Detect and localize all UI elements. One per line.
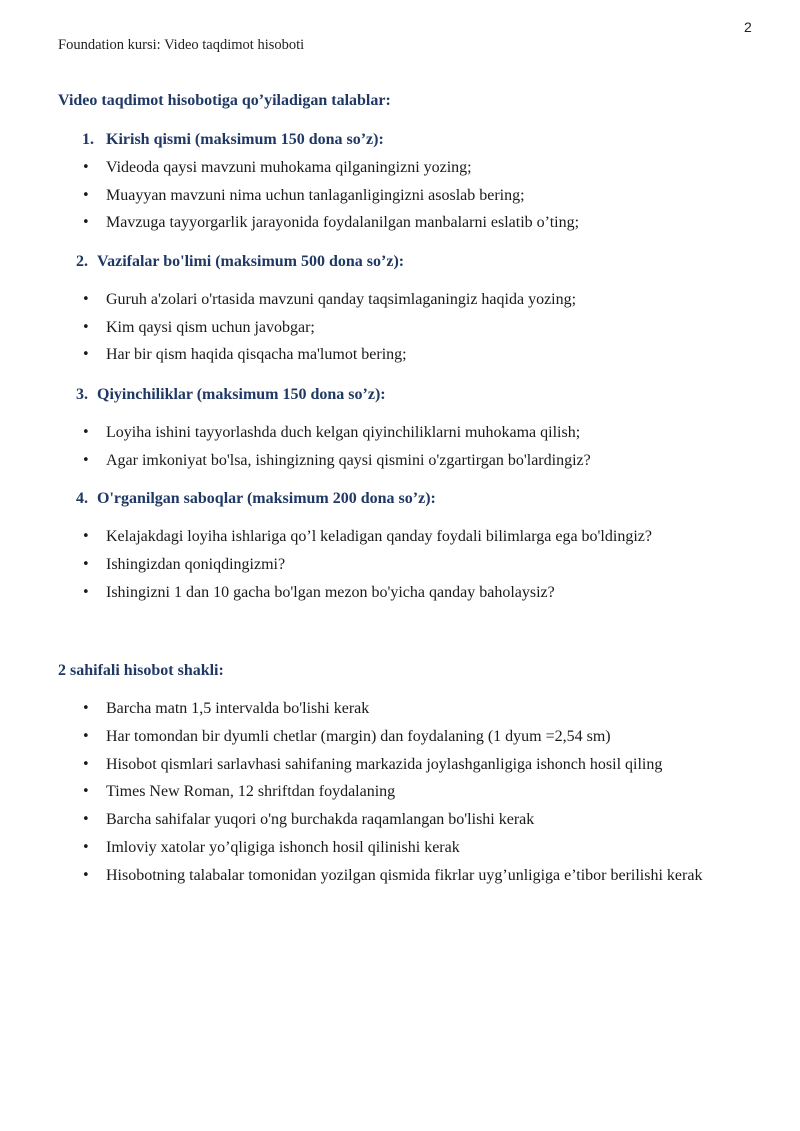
- section-heading-1: [82, 131, 384, 149]
- section-title: Kirish qismi (maksimum 150 dona so’z):: [106, 131, 384, 148]
- bullet-icon: •: [82, 729, 90, 744]
- list-item: • Mavzuga tayyorgarlik jarayonida foydalanilgan manbalarni eslatib o’ting;: [82, 214, 580, 231]
- list-item: • Guruh a'zolari o'rtasida mavzuni qanday taqsimlaganingiz haqida yozing;: [82, 291, 577, 308]
- section-number: 3.: [76, 386, 88, 403]
- bullet-icon: •: [82, 812, 90, 827]
- list-item: • Times New Roman, 12 shriftdan foydalaning: [82, 783, 396, 800]
- running-header: Foundation kursi: Video taqdimot hisoboti: [58, 37, 305, 53]
- bullet-icon: •: [82, 453, 90, 468]
- bullet-icon: •: [82, 557, 90, 572]
- bullet-icon: •: [82, 215, 90, 230]
- bullet-icon: •: [82, 160, 90, 175]
- section-heading-4: [76, 490, 436, 508]
- section-title: Vazifalar bo'limi (maksimum 500 dona so’z):: [97, 253, 405, 270]
- list-item: • Hisobotning talabalar tomonidan yozilgan qismida fikrlar uyg’unligiga e’tibor berilishi kerak: [82, 867, 703, 884]
- bullet-icon: •: [82, 840, 90, 855]
- bullet-icon: •: [82, 347, 90, 362]
- section-number: 2.: [76, 253, 88, 270]
- section-number: 4.: [76, 490, 88, 507]
- list-item: • Agar imkoniyat bo'lsa, ishingizning qaysi qismini o'zgartirgan bo'lardingiz?: [82, 452, 591, 469]
- bullet-icon: •: [82, 425, 90, 440]
- page-number: 2: [744, 19, 752, 35]
- bullet-icon: •: [82, 701, 90, 716]
- bullet-icon: •: [82, 320, 90, 335]
- list-item: • Har tomondan bir dyumli chetlar (margin) dan foydalaning (1 dyum =2,54 sm): [82, 728, 611, 745]
- main-title: Video taqdimot hisobotiga qo’yiladigan talablar:: [58, 92, 391, 109]
- section-title: O'rganilgan saboqlar (maksimum 200 dona so’z):: [97, 490, 436, 507]
- bullet-icon: •: [82, 292, 90, 307]
- bullet-icon: •: [82, 529, 90, 544]
- list-item: • Kim qaysi qism uchun javobgar;: [82, 319, 315, 336]
- list-item: • Ishingizni 1 dan 10 gacha bo'lgan mezon bo'yicha qanday baholaysiz?: [82, 584, 555, 601]
- bullet-icon: •: [82, 188, 90, 203]
- bullet-icon: •: [82, 868, 90, 883]
- list-item: • Barcha sahifalar yuqori o'ng burchakda raqamlangan bo'lishi kerak: [82, 811, 535, 828]
- list-item: • Hisobot qismlari sarlavhasi sahifaning markazida joylashganligiga ishonch hosil qiling: [82, 756, 663, 773]
- section-number: 1.: [82, 131, 94, 148]
- list-item: • Ishingizdan qoniqdingizmi?: [82, 556, 286, 573]
- bullet-icon: •: [82, 757, 90, 772]
- list-item: • Kelajakdagi loyiha ishlariga qo’l keladigan qanday foydali bilimlarga ega bo'ldingiz?: [82, 528, 652, 545]
- section-title: Qiyinchiliklar (maksimum 150 dona so’z):: [97, 386, 386, 403]
- bullet-icon: •: [82, 784, 90, 799]
- bullet-icon: •: [82, 585, 90, 600]
- list-item: • Imloviy xatolar yo’qligiga ishonch hosil qilinishi kerak: [82, 839, 460, 856]
- list-item: • Loyiha ishini tayyorlashda duch kelgan qiyinchiliklarni muhokama qilish;: [82, 424, 581, 441]
- list-item: • Barcha matn 1,5 intervalda bo'lishi kerak: [82, 700, 370, 717]
- format-title: 2 sahifali hisobot shakli:: [58, 662, 224, 679]
- section-heading-3: [76, 386, 386, 404]
- section-heading-2: [76, 253, 404, 271]
- list-item: • Muayyan mavzuni nima uchun tanlaganligingizni asoslab bering;: [82, 187, 525, 204]
- list-item: • Har bir qism haqida qisqacha ma'lumot bering;: [82, 346, 407, 363]
- list-item: • Videoda qaysi mavzuni muhokama qilganingizni yozing;: [82, 159, 472, 176]
